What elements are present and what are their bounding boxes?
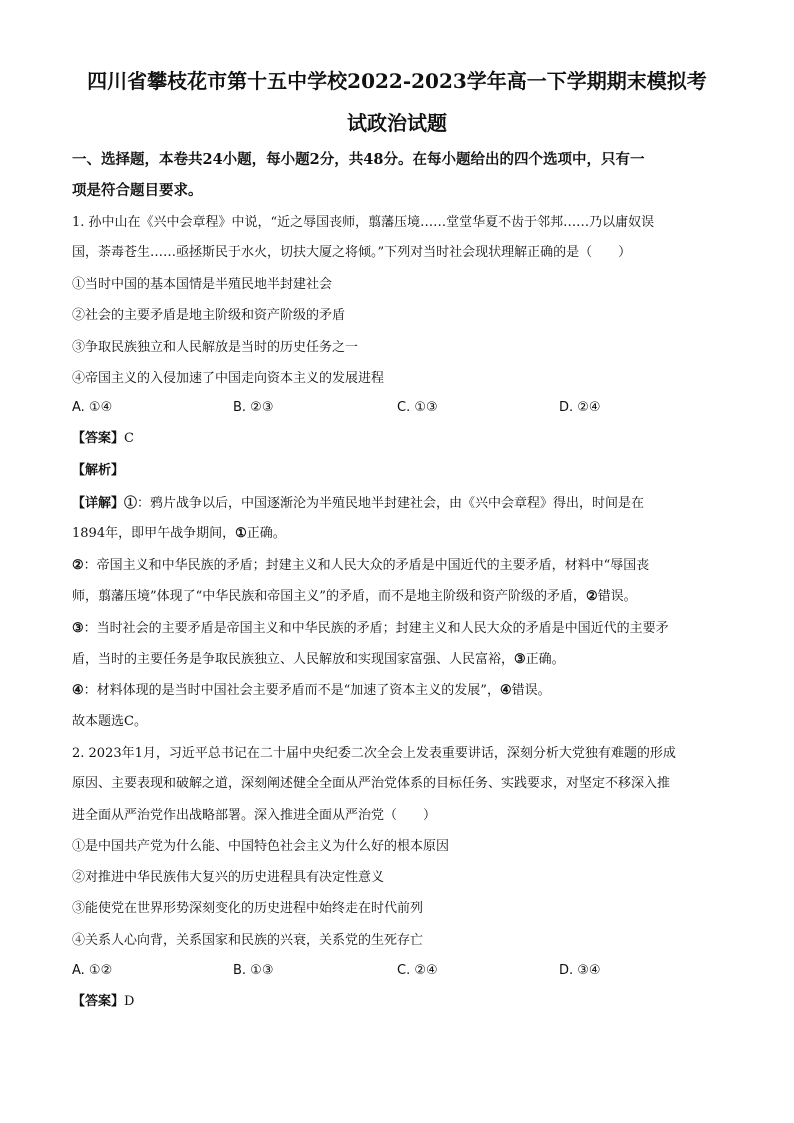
q1-detail-2-text: ：帝国主义和中华民族的矛盾；封建主义和人民大众的矛盾是中国近代的主要矛盾，材料中“辱国丧 <box>83 558 650 573</box>
q1-detail-1-mark: ① <box>124 496 138 511</box>
q1-statement-3: ③争取民族独立和人民解放是当时的历史任务之一 <box>72 340 359 355</box>
q1-option-d: D. ②④ <box>559 400 601 415</box>
q1-detail-2-cont <box>72 587 722 607</box>
page-title-line2: 试政治试题 <box>347 111 447 135</box>
q2-statement-4: ④关系人心向背，关系国家和民族的兴衰，关系党的生死存亡 <box>72 933 424 948</box>
q1-detail-3-text: ：当时社会的主要矛盾是帝国主义和中华民族的矛盾；封建主义和人民大众的矛盾是中国近代的主要矛 <box>83 621 669 636</box>
q1-detail-1-cont <box>72 524 722 544</box>
q1-stem-line1: 1. 孙中山在《兴中会章程》中说，“近之辱国丧师，翦藩压境……堂堂华夏不齿于邻邦……乃以庸奴误 <box>72 215 655 230</box>
q1-detail-4 <box>72 681 722 701</box>
page-title-line1: 四川省攀枝花市第十五中学校2022-2023学年高一下学期期末模拟考 <box>87 69 707 93</box>
q1-detail-4-mark2: ④ <box>499 683 512 698</box>
q2-option-a: A. ①② <box>72 963 113 978</box>
q1-detail-1-cont-mark: ① <box>235 526 247 541</box>
section-heading-line2: 项是符合题目要求。 <box>72 182 203 199</box>
q1-analysis-heading <box>72 461 722 481</box>
q1-statement-1: ①当时中国的基本国情是半殖民地半封建社会 <box>72 277 333 292</box>
q1-answer <box>72 429 722 449</box>
q1-detail-2-cont-text: 师，翦藩压境”体现了“中华民族和帝国主义”的矛盾，而不是地主阶级和资产阶级的矛盾， <box>72 589 586 604</box>
q1-detail-2 <box>72 556 722 576</box>
q1-statement-2: ②社会的主要矛盾是地主阶级和资产阶级的矛盾 <box>72 308 346 323</box>
q1-answer-tag: 【答案】 <box>72 431 125 446</box>
q1-detail-1-verdict: 正确。 <box>246 526 286 541</box>
q1-detail-4-text: ：材料体现的是当时中国社会主要矛盾而不是“加速了资本主义的发展”， <box>83 683 500 698</box>
q2-answer-value: D <box>124 994 135 1009</box>
q2-statement-1: ①是中国共产党为什么能、中国特色社会主义为什么好的根本原因 <box>72 839 450 854</box>
q1-detail-2-verdict: 错误。 <box>597 589 637 604</box>
q2-stem-line2: 原因、主要表现和破解之道，深刻阐述健全全面从严治党体系的目标任务、实践要求，对坚定不移深入推 <box>72 776 671 791</box>
q1-option-b: B. ②③ <box>233 400 274 415</box>
q1-detail-tag: 【详解】 <box>72 496 125 511</box>
q1-analysis-tag: 【解析】 <box>72 463 125 478</box>
q1-detail-4-mark: ④ <box>72 683 84 698</box>
q2-option-c: C. ②④ <box>397 963 438 978</box>
q2-answer-tag: 【答案】 <box>72 994 125 1009</box>
q1-answer-value: C <box>124 431 134 446</box>
q2-option-b: B. ①③ <box>233 963 274 978</box>
q2-statement-2: ②对推进中华民族伟大复兴的历史进程具有决定性意义 <box>72 870 385 885</box>
q1-option-a: A. ①④ <box>72 400 113 415</box>
q1-detail-1 <box>72 494 722 514</box>
section-heading-line1: 一、选择题，本卷共24小题，每小题2分，共48分。在每小题给出的四个选项中，只有一 <box>72 151 645 168</box>
q1-detail-3-cont-mark: ③ <box>514 652 526 667</box>
q1-statement-4: ④帝国主义的入侵加速了中国走向资本主义的发展进程 <box>72 371 385 386</box>
q1-stem-line2: 国，荼毒苍生……亟拯斯民于水火，切扶大厦之将倾。”下列对当时社会现状理解正确的是（ ） <box>72 245 632 260</box>
q2-option-d: D. ③④ <box>559 963 601 978</box>
q2-answer <box>72 992 722 1012</box>
q1-detail-3-mark: ③ <box>72 621 84 636</box>
q1-detail-1-cont-text: 1894年，即甲午战争期间， <box>72 526 236 541</box>
q1-conclusion: 故本题选C。 <box>72 714 147 729</box>
q1-detail-4-verdict: 错误。 <box>511 683 551 698</box>
q1-detail-2-cont-mark: ② <box>585 589 598 604</box>
q1-option-c: C. ①③ <box>397 400 438 415</box>
q2-options <box>72 961 722 981</box>
q2-stem-line1: 2. 2023年1月，习近平总书记在二十届中央纪委二次全会上发表重要讲话，深刻分析大党独有难题的形成 <box>72 746 676 761</box>
q1-detail-2-mark: ② <box>72 558 84 573</box>
q1-detail-3 <box>72 619 722 639</box>
q2-stem-line3: 进全面从严治党作出战略部署。深入推进全面从严治党（ ） <box>72 808 437 823</box>
q2-statement-3: ③能使党在世界形势深刻变化的历史进程中始终走在时代前列 <box>72 901 424 916</box>
q1-detail-3-cont-text: 盾，当时的主要任务是争取民族独立、人民解放和实现国家富强、人民富裕， <box>72 652 515 667</box>
q1-options <box>72 398 722 418</box>
q1-detail-3-cont <box>72 650 722 670</box>
q1-detail-3-verdict: 正确。 <box>525 652 565 667</box>
q1-detail-1-text: ：鸦片战争以后，中国逐渐沦为半殖民地半封建社会，由《兴中会章程》得出，时间是在 <box>137 496 645 511</box>
